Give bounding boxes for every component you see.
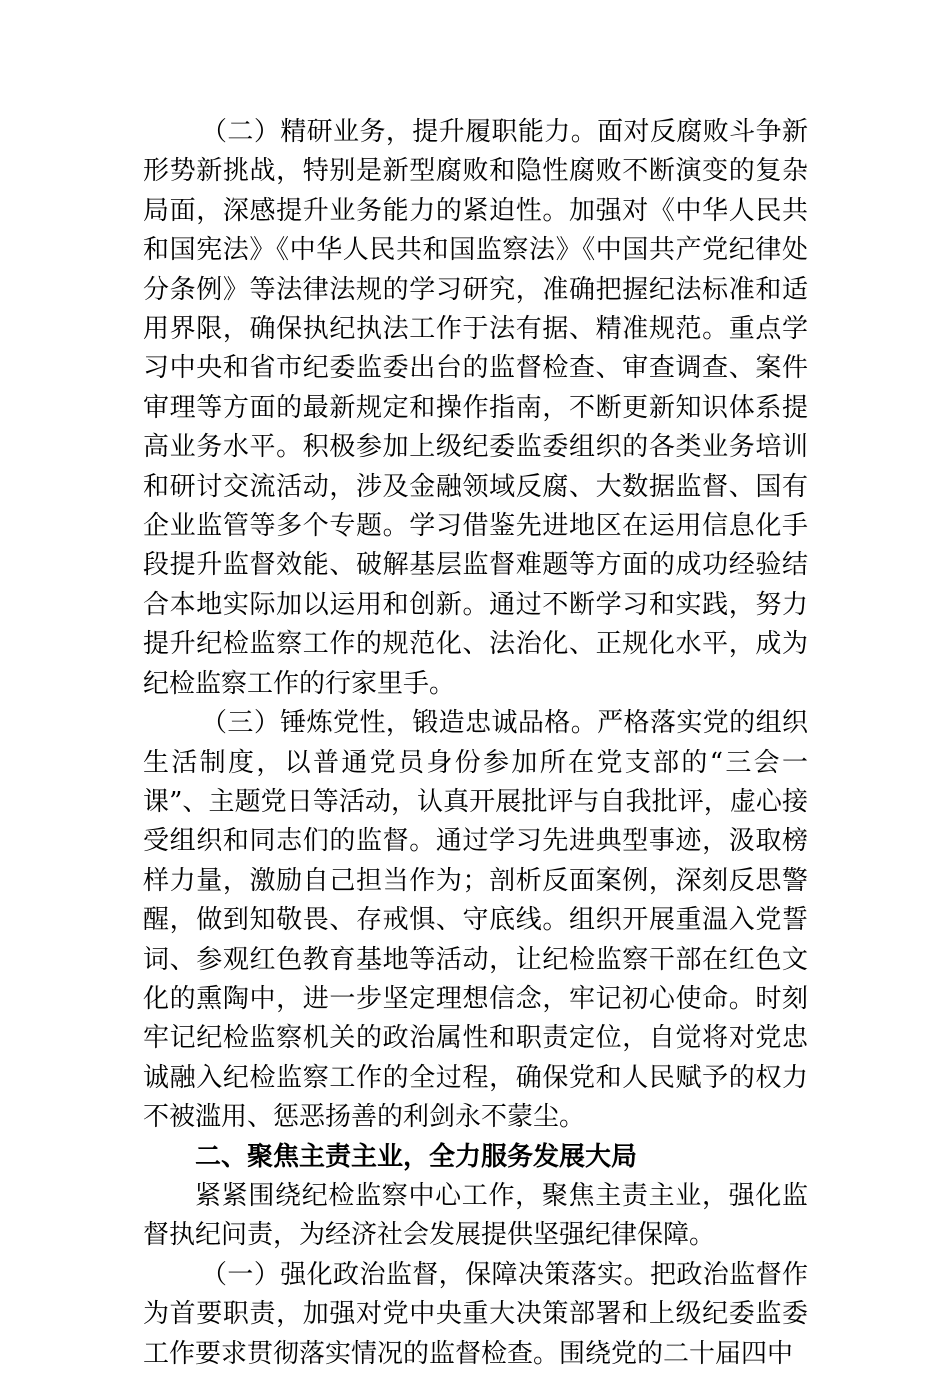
paragraph-party-spirit: （三）锤炼党性，锻造忠诚品格。严格落实党的组织生活制度，以普通党员身份参加所在党支部的“三会一课”、主题党日等活动，认真开展批评与自我批评，虚心接受组织和同志们的监督。通过学习先进典型事迹，汲取榜样力量，激励自己担当作为；剖析反面案例，深刻反思警醒，做到知敬畏、存戒惧、守底线。组织开展重温入党誓词、参观红色教育基地等活动，让纪检监察干部在红色文化的熏陶中，进一步坚定理想信念，牢记初心使命。时刻牢记纪检监察机关的政治属性和职责定位，自觉将对党忠诚融入纪检监察工作的全过程，确保党和人民赋予的权力不被滥用、惩恶扬善的利剑永不蒙尘。 (143, 708, 808, 1133)
section-heading: 二、聚焦主责主业，全力服务发展大局 (195, 1141, 638, 1172)
section-intro: 紧紧围绕纪检监察中心工作，聚焦主责主业，强化监督执纪问责，为经济社会发展提供坚强纪律保障。 (143, 1180, 808, 1251)
paragraph-political-supervision: （一）强化政治监督，保障决策落实。把政治监督作为首要职责，加强对党中央重大决策部署和上级纪委监委工作要求贯彻落实情况的监督检查。围绕党的二十届四中 (143, 1259, 808, 1369)
document-body (143, 113, 808, 1374)
paragraph-practice-business: （二）精研业务，提升履职能力。面对反腐败斗争新形势新挑战，特别是新型腐败和隐性腐败不断演变的复杂局面，深感提升业务能力的紧迫性。加强对《中华人民共和国宪法》《中华人民共和国监察法》《中国共产党纪律处分条例》等法律法规的学习研究，准确把握纪法标准和适用界限，确保执纪执法工作于法有据、精准规范。重点学习中央和省市纪委监委出台的监督检查、审查调查、案件审理等方面的最新规定和操作指南，不断更新知识体系提高业务水平。积极参加上级纪委监委组织的各类业务培训和研讨交流活动，涉及金融领域反腐、大数据监督、国有企业监管等多个专题。学习借鉴先进地区在运用信息化手段提升监督效能、破解基层监督难题等方面的成功经验结合本地实际加以运用和创新。通过不断学习和实践，努力提升纪检监察工作的规范化、法治化、正规化水平，成为纪检监察工作的行家里手。 (143, 117, 808, 699)
